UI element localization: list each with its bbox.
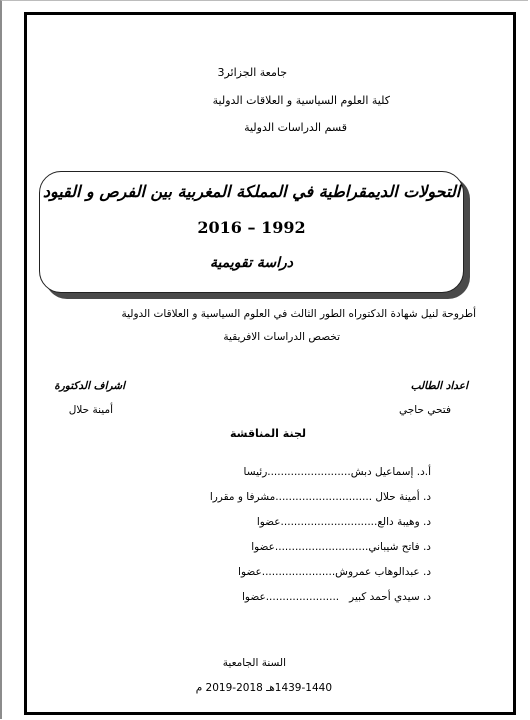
department-name: قسم الدراسات الدولية bbox=[244, 121, 347, 134]
committee-member: أ.د. إسماعيل دبش.........................رئيسا bbox=[243, 466, 431, 478]
committee-heading: لجنة المناقشة bbox=[229, 427, 306, 440]
student-label: اعداد الطالب bbox=[410, 380, 468, 392]
student-name: فتحي حاجي bbox=[399, 404, 451, 416]
thesis-subtitle: دراسة تقويمية bbox=[210, 255, 293, 271]
committee-member: د. وهيبة دالع.............................عضوا bbox=[256, 516, 431, 528]
committee-member: د. عبدالوهاب عمروش......................عضوا bbox=[238, 566, 431, 578]
thesis-purpose: أطروحة لنيل شهادة الدكتوراه الطور الثالث في العلوم السياسية و العلاقات الدولية bbox=[121, 308, 476, 320]
thesis-period: 1992 – 2016 bbox=[197, 218, 306, 237]
faculty-name: كلية العلوم السياسية و العلاقات الدولية bbox=[212, 94, 390, 107]
committee-member: د. فاتح شيباني............................عضوا bbox=[251, 541, 431, 553]
thesis-title-box bbox=[39, 171, 464, 293]
thesis-title: التحولات الديمقراطية في المملكة المغربية بين الفرص و القيود bbox=[42, 182, 461, 201]
committee-member: د. سيدي أحمد كبير ......................عضوا bbox=[242, 591, 431, 603]
university-name: جامعة الجزائر3 bbox=[217, 66, 287, 79]
document-frame bbox=[24, 12, 516, 715]
committee-member: د. أمينة حلال .............................مشرفا و مقررا bbox=[209, 491, 431, 503]
supervisor-name: أمينة حلال bbox=[68, 404, 113, 416]
specialization: تخصص الدراسات الافريقية bbox=[223, 331, 340, 343]
supervisor-label: اشراف الدكتورة bbox=[54, 380, 125, 392]
academic-year-value: 1439-1440هـ 2018-2019 م bbox=[195, 682, 332, 694]
academic-year-label: السنة الجامعية bbox=[222, 657, 286, 669]
